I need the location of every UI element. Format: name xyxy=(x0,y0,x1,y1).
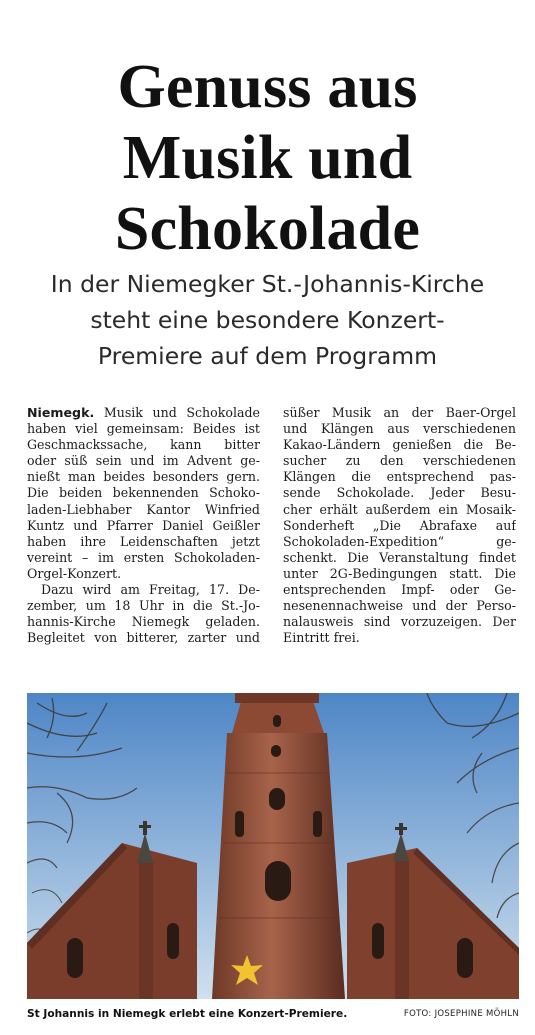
subheadline-line: steht eine besondere Konzert- xyxy=(90,306,445,334)
article-line: laden-Liebhaber Kantor Winfried xyxy=(27,501,260,517)
article-line: nalausweis sind vorzuzeigen. Der xyxy=(283,614,516,630)
headline-line: Schokolade xyxy=(114,194,421,263)
church-photo xyxy=(27,693,519,999)
headline xyxy=(0,52,535,265)
article-line: Kuntz und Pfarrer Daniel Geißler xyxy=(27,517,260,533)
article-line: Eintritt frei. xyxy=(283,630,360,646)
article-line: cher erhält außerdem ein Mosaik- xyxy=(283,501,516,517)
article-line: haben viel gemeinsam: Beides ist xyxy=(27,421,260,437)
article-line: süßer Musik an der Baer-Orgel xyxy=(283,405,516,420)
article-line: haben ihre Leidenschaften jetzt xyxy=(27,533,260,549)
article-line: sende Schokolade. Jeder Besu- xyxy=(283,485,516,501)
article-line: nießt man beides besonders gern. xyxy=(27,469,260,485)
photo-caption xyxy=(27,1006,519,1022)
article-line: schenkt. Die Veranstaltung findet xyxy=(283,549,516,565)
caption-text: St Johannis in Niemegk erlebt eine Konzert-Premiere. xyxy=(27,1008,348,1020)
article-line: und Klängen aus verschiedenen xyxy=(283,421,516,437)
article-line: Kakao-Ländern genießen die Be- xyxy=(283,437,516,453)
article-line: Orgel-Konzert. xyxy=(27,565,122,581)
article-line-text: Musik und Schokolade xyxy=(94,405,260,420)
article-line: Geschmackssache, kann bitter xyxy=(27,437,260,453)
article-line: sucher zu den verschiedenen xyxy=(283,453,516,469)
article-line: oder süß sein und im Advent ge- xyxy=(27,453,260,469)
article-line: Schokoladen-Expedition“ ge- xyxy=(283,533,516,549)
article-line: nesenennachweise und der Perso- xyxy=(283,598,516,614)
church-illustration xyxy=(27,693,519,999)
article-line: vereint – im ersten Schokoladen- xyxy=(27,549,260,565)
article-line: unter 2G-Bedingungen statt. Die xyxy=(283,565,516,581)
article-line: Klängen die entsprechend pas- xyxy=(283,469,516,485)
dateline: Niemegk. xyxy=(27,405,95,420)
article-line: Dazu wird am Freitag, 17. De- xyxy=(41,582,260,598)
article-line: Die beiden bekennenden Schoko- xyxy=(27,485,260,501)
article-line: entsprechenden Impf- oder Ge- xyxy=(283,582,516,598)
article-line: Sonderheft „Die Abrafaxe auf xyxy=(283,517,516,533)
photo-credit: FOTO: JOSEPHINE MÖHLN xyxy=(403,1009,519,1019)
subheadline-line: In der Niemegker St.-Johannis-Kirche xyxy=(50,270,485,298)
article-line xyxy=(27,405,260,421)
article-line: zember, um 18 Uhr in die St.-Jo- xyxy=(27,598,260,614)
article-column-2 xyxy=(283,405,516,646)
article-line: Begleitet von bitterer, zarter und xyxy=(27,630,260,646)
article-column-1 xyxy=(27,405,260,646)
headline-line: Genuss aus xyxy=(117,52,418,121)
subheadline-line: Premiere auf dem Programm xyxy=(97,342,438,370)
headline-line: Musik und xyxy=(122,123,413,192)
article-line: hannis-Kirche Niemegk geladen. xyxy=(27,614,260,630)
subheadline xyxy=(0,266,535,374)
